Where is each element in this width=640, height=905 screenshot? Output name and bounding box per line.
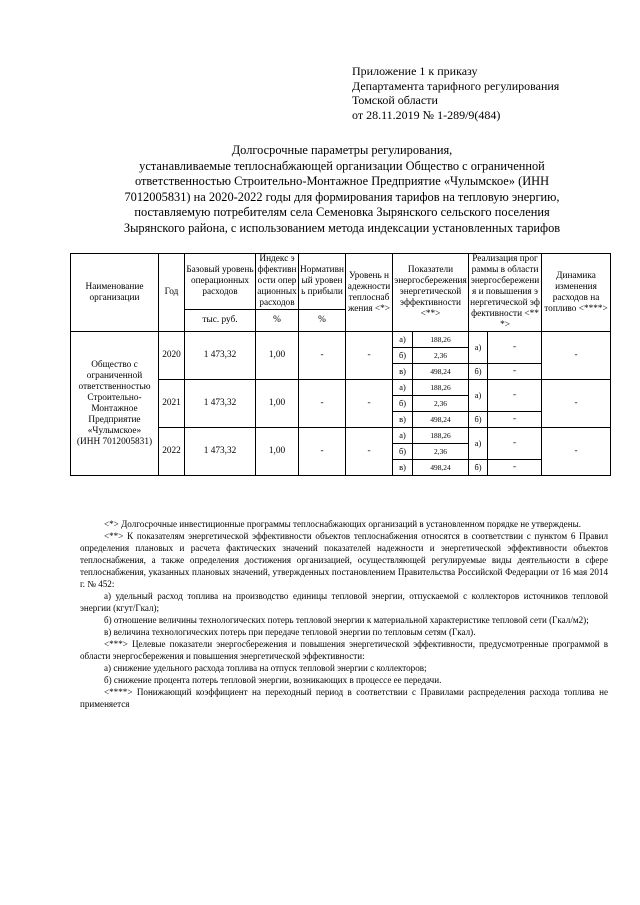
program-value: - <box>488 364 542 380</box>
program-label: б) <box>469 412 488 428</box>
program-label: б) <box>469 364 488 380</box>
header-reliability: Уровень надежности теплоснабжения <*> <box>346 254 393 332</box>
fuel-cell: - <box>542 428 611 476</box>
indicator-label: б) <box>393 348 413 364</box>
base-cell: 1 473,32 <box>185 380 256 428</box>
header-norm-profit: Нормативный уровень прибыли <box>299 254 346 310</box>
footnote-item-a: а) удельный расход топлива на производство единицы тепловой энергии, отпускаемой с коллекторов источников тепловой энергии (кгут/Гкал); <box>80 591 608 613</box>
footnote-target-a: а) снижение удельного расхода топлива на отпуск тепловой энергии с коллекторов; <box>104 663 427 673</box>
indicator-label: б) <box>393 396 413 412</box>
year-cell: 2022 <box>159 428 185 476</box>
program-value: - <box>488 428 542 460</box>
title-line: поставляемую потребителям села Семеновка Зырянского сельского поселения <box>134 205 550 220</box>
norm-profit-cell: - <box>299 332 346 380</box>
footnote-item-b: б) отношение величины технологических потерь тепловой энергии к материальной характеристике тепловой сети (Гкал/м2); <box>104 615 589 625</box>
year-cell: 2020 <box>159 332 185 380</box>
unit-profit: % <box>299 310 346 332</box>
indicator-value: 498,24 <box>413 412 469 428</box>
title-line: устанавливаемые теплоснабжающей организации Общество с ограниченной <box>139 158 545 173</box>
reliability-cell: - <box>346 380 393 428</box>
header-base: Базовый уровень операционных расходов <box>185 254 256 310</box>
norm-profit-cell: - <box>299 428 346 476</box>
footnote-investment: <*> Долгосрочные инвестиционные программы теплоснабжающих организаций в установленном порядке не утверждены. <box>104 519 581 529</box>
indicator-value: 2,36 <box>413 348 469 364</box>
header-fuel-dynamics: Динамика изменения расходов на топливо <****> <box>542 254 611 332</box>
program-value: - <box>488 380 542 412</box>
indicator-label: а) <box>393 380 413 396</box>
footnote-energy-efficiency: <**> К показателям энергетической эффективности объектов теплоснабжения относятся в соответствии с пунктом 6 Правил определения плановых и расчета фактических значений показателей надежности и энергетической эффективности объектов теплоснабжения, а также определения достижения организацией, осуществляющей регулируемые виды деятельности в сфере теплоснабжения, указанных плановых значений, утвержденных постановлением Правительства Российской Федерации от 16 мая 2014 г. № 452: <box>80 531 608 589</box>
indicator-value: 498,24 <box>413 460 469 476</box>
header-program: Реализация программы в области энергосбережения и повышения энергетической эффективности <***> <box>470 254 540 330</box>
title-line: Зырянского района, с использованием метода индексации установленных тарифов <box>123 220 561 235</box>
appendix-line: Департамента тарифного регулирования <box>352 78 560 93</box>
footnote-program-targets: <***> Целевые показатели энергосбережения и повышения энергетической эффективности, предусмотренные программой в области энергосбережения и повышения энергетической эффективности: <box>80 639 608 661</box>
fuel-cell: - <box>542 332 611 380</box>
indicator-value: 188,26 <box>413 428 469 444</box>
appendix-line: Приложение 1 к приказу <box>352 64 478 78</box>
reliability-cell: - <box>346 332 393 380</box>
title-line: 7012005831) на 2020-2022 годы для формирования тарифов на тепловую энергию, <box>124 189 560 204</box>
year-cell: 2021 <box>159 380 185 428</box>
header-index: Индекс эффективности операционных расходов <box>257 254 297 308</box>
program-label: б) <box>469 460 488 476</box>
document-title <box>92 143 592 237</box>
program-label: а) <box>469 332 488 364</box>
appendix-line: от 28.11.2019 № 1-289/9(484) <box>352 107 501 122</box>
indicator-label: в) <box>393 364 413 380</box>
footnote-item-c: в) величина технологических потерь при передаче тепловой энергии по тепловым сетям (Гкал). <box>104 627 476 637</box>
indicator-label: а) <box>393 428 413 444</box>
reliability-cell: - <box>346 428 393 476</box>
parameters-table <box>70 253 611 476</box>
base-cell: 1 473,32 <box>185 332 256 380</box>
index-cell: 1,00 <box>256 428 299 476</box>
appendix-line: Томской области <box>352 93 438 107</box>
title-line: ответственностью Строительно-Монтажное Предприятие «Чулымское» (ИНН <box>134 174 550 189</box>
title-line: Долгосрочные параметры регулирования, <box>231 143 453 157</box>
index-cell: 1,00 <box>256 332 299 380</box>
indicator-label: а) <box>393 332 413 348</box>
program-value: - <box>488 460 542 476</box>
unit-base: тыс. руб. <box>185 310 256 332</box>
footnotes <box>80 518 608 710</box>
footnote-target-b: б) снижение процента потерь тепловой энергии, возникающих в процессе ее передачи. <box>104 675 442 685</box>
indicator-label: в) <box>393 412 413 428</box>
footnote-fuel-coefficient: <****> Понижающий коэффициент на переходный период в соответствии с Правилами распределения расхода топлива не применяется <box>80 687 608 709</box>
program-value: - <box>488 412 542 428</box>
indicator-label: б) <box>393 444 413 460</box>
program-value: - <box>488 332 542 364</box>
header-org: Наименование организации <box>71 254 159 332</box>
base-cell: 1 473,32 <box>185 428 256 476</box>
header-year: Год <box>159 254 185 332</box>
indicator-value: 2,36 <box>413 444 469 460</box>
appendix-block <box>352 64 622 122</box>
indicator-value: 498,24 <box>413 364 469 380</box>
fuel-cell: - <box>542 380 611 428</box>
unit-index: % <box>256 310 299 332</box>
indicator-value: 188,26 <box>413 380 469 396</box>
norm-profit-cell: - <box>299 380 346 428</box>
org-name-cell: Общество с ограниченной ответственностью Строительно- Монтажное Предприятие «Чулымское» (ИНН 7012005831) <box>71 332 159 476</box>
header-energy-eff: Показатели энергосбережения энергетической эффективности <**> <box>393 254 469 332</box>
indicator-value: 2,36 <box>413 396 469 412</box>
indicator-value: 188,26 <box>413 332 469 348</box>
indicator-label: в) <box>393 460 413 476</box>
program-label: а) <box>469 380 488 412</box>
program-label: а) <box>469 428 488 460</box>
index-cell: 1,00 <box>256 380 299 428</box>
